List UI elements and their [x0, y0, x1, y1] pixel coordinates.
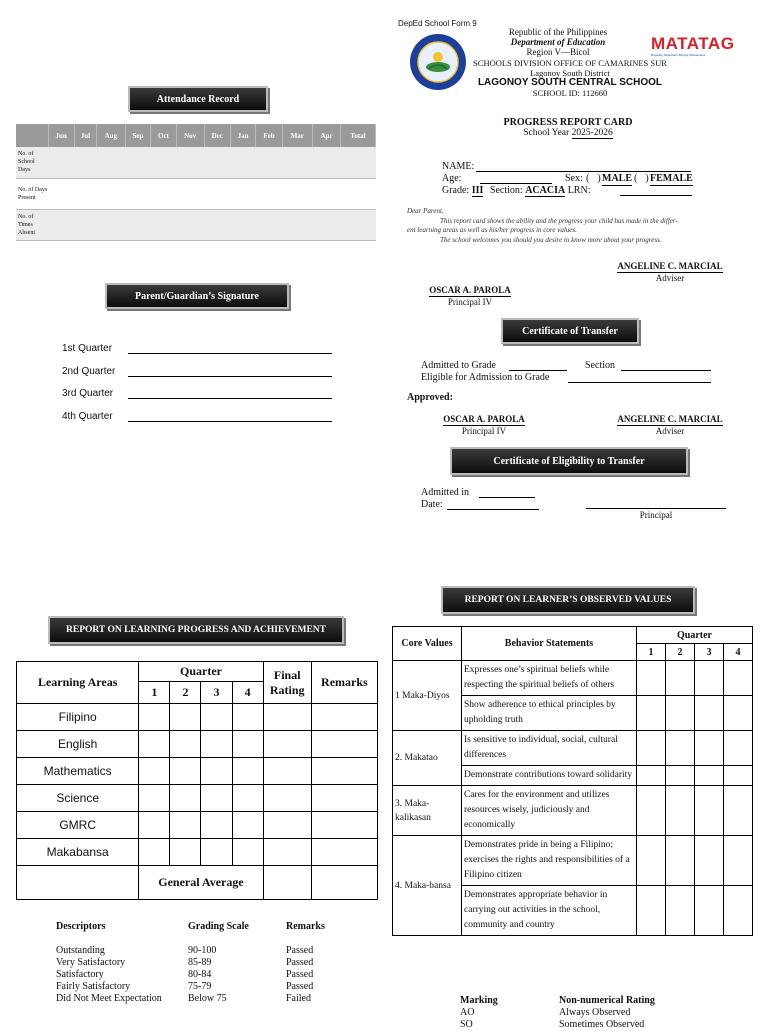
grade-cell[interactable] [263, 731, 311, 758]
descriptor-cell: Outstanding [56, 945, 105, 956]
sex-label: Sex: [565, 173, 583, 184]
attendance-cell[interactable] [151, 178, 176, 209]
grade-cell[interactable] [232, 704, 263, 731]
letter-adviser-title: Adviser [655, 273, 685, 283]
learning-row [17, 731, 378, 758]
attendance-cell[interactable] [230, 209, 255, 240]
signature-title: Parent/Guardian’s Signature [105, 283, 289, 309]
general-average-blank [17, 866, 139, 900]
transfer-principal-name: OSCAR A. PAROLA [443, 414, 525, 424]
age-label: Age: [442, 173, 462, 184]
attendance-cell[interactable] [282, 147, 312, 178]
grade-cell[interactable] [232, 839, 263, 866]
grade-value: III [471, 185, 484, 196]
month-header: Feb [256, 124, 282, 147]
learning-area: Mathematics [17, 758, 139, 785]
values-cell[interactable] [666, 766, 695, 786]
values-cell[interactable] [637, 766, 666, 786]
transfer-admitted-field[interactable] [509, 370, 567, 371]
grade-cell[interactable] [201, 731, 232, 758]
learning-table [16, 661, 378, 900]
seal-icon [409, 33, 467, 91]
matatag-logo [651, 34, 743, 57]
learning-row [17, 812, 378, 839]
month-header: Total [340, 124, 375, 147]
behavior-header: Behavior Statements [462, 627, 637, 661]
values-cell[interactable] [724, 731, 753, 766]
values-cell[interactable] [666, 696, 695, 731]
month-header: Jun [48, 124, 74, 147]
descriptor-cell: Fairly Satisfactory [56, 981, 131, 992]
school-name: LAGONOY SOUTH CENTRAL SCHOOL [477, 77, 663, 88]
grade-cell[interactable] [201, 704, 232, 731]
attendance-corner [16, 124, 48, 147]
transfer-admitted-label: Admitted to Grade [421, 360, 496, 371]
signature-line[interactable] [128, 421, 332, 422]
grade-cell[interactable] [139, 785, 170, 812]
attendance-cell[interactable] [204, 178, 230, 209]
values-cell[interactable] [695, 731, 724, 766]
division: SCHOOLS DIVISION OFFICE OF CAMARINES SUR [473, 58, 667, 68]
marking-code: SO [460, 1019, 473, 1030]
student-info: NAME: Age: Sex: ( ) MALE ( ) FEMALE Grade: III Section: ACACIA LRN: [442, 161, 693, 196]
learning-row [17, 785, 378, 812]
grade-cell[interactable] [170, 731, 201, 758]
learning-area: Filipino [17, 704, 139, 731]
eligibility-admitted-label: Admitted in [421, 487, 470, 498]
month-header: Apr [313, 124, 341, 147]
values-quarter-header: Quarter [637, 627, 753, 644]
behavior-statement: Demonstrates pride in being a Filipino; exercises the rights and responsibilities of a Filipino citizen [462, 836, 637, 886]
section-value: ACACIA [525, 185, 566, 196]
grade-cell[interactable] [201, 839, 232, 866]
grade-cell[interactable] [263, 839, 311, 866]
attendance-cell[interactable] [125, 147, 150, 178]
school-seal [409, 33, 467, 91]
values-cell[interactable] [666, 886, 695, 936]
grade-cell[interactable] [311, 704, 377, 731]
learning-area: Science [17, 785, 139, 812]
attendance-cell[interactable] [48, 147, 74, 178]
attendance-cell[interactable] [176, 178, 204, 209]
eligibility-date-field[interactable] [447, 509, 539, 510]
signature-quarter-label: 1st Quarter [62, 343, 113, 354]
learning-row [17, 758, 378, 785]
attendance-cell[interactable] [151, 209, 176, 240]
grade-cell[interactable] [232, 731, 263, 758]
attendance-cell[interactable] [96, 178, 125, 209]
learning-area: GMRC [17, 812, 139, 839]
grade-cell[interactable] [201, 785, 232, 812]
grade-cell[interactable] [170, 704, 201, 731]
grade-cell[interactable] [263, 758, 311, 785]
values-cell[interactable] [695, 886, 724, 936]
age-field[interactable] [480, 183, 552, 184]
core-value: 1 Maka-Diyos [393, 661, 462, 731]
attendance-cell[interactable] [204, 209, 230, 240]
values-title: REPORT ON LEARNER’S OBSERVED VALUES [441, 586, 695, 614]
attendance-cell[interactable] [176, 209, 204, 240]
school-year: 2025-2026 [571, 128, 613, 138]
attendance-cell[interactable] [313, 147, 341, 178]
letter-body2: ent learning areas as well as his/her progress in core values. [407, 226, 577, 234]
values-cell[interactable] [637, 696, 666, 731]
attendance-row [16, 209, 376, 240]
letter-greeting: Dear Parent, [407, 207, 444, 215]
grade-cell[interactable] [311, 758, 377, 785]
grade-cell[interactable] [232, 758, 263, 785]
behavior-statement: Cares for the environment and utilizes resources wisely, judiciously and economically [462, 786, 637, 836]
grade-cell[interactable] [263, 812, 311, 839]
transfer-section-label: Section [585, 360, 615, 371]
learning-final-header: Final Rating [263, 662, 311, 704]
learning-quarter-number: 2 [170, 682, 201, 704]
learning-quarter-number: 3 [201, 682, 232, 704]
letter-body1: This report card shows the ability and the progress your child has made in the differ- [440, 216, 678, 225]
letter-principal-title: Principal IV [447, 297, 493, 307]
values-cell[interactable] [637, 886, 666, 936]
transfer-eligible-label: Eligible for Admission to Grade [421, 372, 550, 383]
values-cell[interactable] [724, 886, 753, 936]
descriptor-header: Descriptors [56, 921, 106, 932]
eligibility-date-label: Date: [421, 499, 443, 510]
grade-cell[interactable] [201, 812, 232, 839]
grade-cell[interactable] [170, 785, 201, 812]
values-cell[interactable] [695, 661, 724, 696]
attendance-row [16, 147, 376, 178]
grade-label: Grade: [442, 185, 470, 196]
descriptor-cell: Passed [286, 945, 314, 956]
grade-cell[interactable] [311, 812, 377, 839]
descriptor-header: Grading Scale [188, 921, 249, 932]
attendance-cell[interactable] [204, 147, 230, 178]
eligibility-principal: Principal [639, 510, 673, 520]
attendance-cell[interactable] [340, 147, 375, 178]
republic: Republic of the Philippines [508, 27, 608, 37]
transfer-eligible-field[interactable] [568, 382, 711, 383]
month-header: Mar [282, 124, 312, 147]
section-label: Section: [489, 185, 523, 196]
attendance-cell[interactable] [74, 209, 96, 240]
month-header: Jan [230, 124, 255, 147]
department: Department of Education [510, 37, 606, 47]
learning-area: English [17, 731, 139, 758]
behavior-statement: Demonstrate contributions toward solidarity [462, 766, 637, 786]
learning-row [17, 704, 378, 731]
attendance-cell[interactable] [48, 178, 74, 209]
signature-quarter-label: 2nd Quarter [62, 365, 116, 377]
form-label: DepEd School Form 9 [398, 19, 477, 28]
report-title: PROGRESS REPORT CARD [503, 117, 633, 128]
male-option[interactable]: MALE [602, 173, 632, 184]
values-quarter-number: 4 [724, 644, 753, 661]
learning-row [17, 839, 378, 866]
month-header: Jul [74, 124, 96, 147]
letter-adviser-name: ANGELINE C. MARCIAL [617, 261, 723, 271]
attendance-cell[interactable] [96, 209, 125, 240]
attendance-row-label: No. of School Days [16, 147, 48, 178]
behavior-statement: Expresses one’s spiritual beliefs while respecting the spiritual beliefs of others [462, 661, 637, 696]
values-cell[interactable] [637, 661, 666, 696]
descriptor-cell: Passed [286, 957, 314, 968]
transfer-section-field[interactable] [621, 370, 711, 371]
attendance-cell[interactable] [256, 147, 282, 178]
descriptor-header: Remarks [286, 921, 325, 932]
grade-cell[interactable] [139, 704, 170, 731]
values-cell[interactable] [637, 786, 666, 836]
core-value: 3. Maka-kalikasan [393, 786, 462, 836]
eligibility-title: Certificate of Eligibility to Transfer [450, 447, 688, 475]
values-row [393, 786, 753, 836]
behavior-statement: Show adherence to ethical principles by upholding truth [462, 696, 637, 731]
grade-cell[interactable] [232, 812, 263, 839]
attendance-cell[interactable] [340, 209, 375, 240]
transfer-adviser-title: Adviser [655, 426, 685, 436]
values-cell[interactable] [724, 696, 753, 731]
attendance-cell[interactable] [340, 178, 375, 209]
attendance-cell[interactable] [230, 147, 255, 178]
values-cell[interactable] [724, 836, 753, 886]
attendance-row [16, 178, 376, 209]
descriptor-cell: Passed [286, 969, 314, 980]
region: Region V—Bicol [526, 47, 590, 57]
values-cell[interactable] [695, 766, 724, 786]
general-average-remarks[interactable] [311, 866, 377, 900]
attendance-cell[interactable] [48, 209, 74, 240]
parent-letter [407, 207, 737, 245]
attendance-cell[interactable] [176, 147, 204, 178]
learning-quarter-number: 4 [232, 682, 263, 704]
descriptor-cell: Very Satisfactory [56, 957, 126, 968]
attendance-cell[interactable] [282, 178, 312, 209]
learning-areas-header: Learning Areas [17, 662, 139, 704]
descriptor-cell: Did Not Meet Expectation [56, 993, 162, 1004]
signature-quarter-label: 4th Quarter [62, 410, 113, 422]
descriptor-cell: Below 75 [188, 993, 227, 1004]
transfer-fields [421, 360, 721, 384]
attendance-cell[interactable] [282, 209, 312, 240]
grade-cell[interactable] [139, 812, 170, 839]
name-field[interactable] [476, 171, 691, 172]
descriptor-cell: Passed [286, 981, 314, 992]
grade-cell[interactable] [311, 785, 377, 812]
attendance-cell[interactable] [256, 178, 282, 209]
values-cell[interactable] [637, 731, 666, 766]
marking-code: AO [460, 1007, 475, 1018]
values-cell[interactable] [666, 836, 695, 886]
grade-cell[interactable] [263, 704, 311, 731]
grade-cell[interactable] [263, 785, 311, 812]
core-value: 2. Makatao [393, 731, 462, 786]
matatag-tagline: Bansang Makabata Batang Makabansa [651, 53, 706, 57]
values-cell[interactable] [666, 661, 695, 696]
rating-header: Non-numerical Rating [559, 995, 655, 1006]
core-value: 4. Maka-bansa [393, 836, 462, 936]
marking-header: Marking [460, 995, 498, 1006]
values-cell[interactable] [666, 786, 695, 836]
grade-cell[interactable] [139, 731, 170, 758]
grade-cell[interactable] [139, 758, 170, 785]
lrn-label: LRN: [567, 185, 591, 196]
behavior-statement: Is sensitive to individual, social, cultural differences [462, 731, 637, 766]
descriptor-cell: 90-100 [188, 945, 217, 956]
signature-quarter-label: 3rd Quarter [62, 388, 114, 399]
core-values-header: Core Values [393, 627, 462, 661]
grade-cell[interactable] [170, 839, 201, 866]
attendance-table [16, 124, 376, 241]
attendance-cell[interactable] [313, 178, 341, 209]
transfer-principal-title: Principal IV [461, 426, 507, 436]
marking-rating: Sometimes Observed [559, 1019, 645, 1030]
female-option[interactable]: FEMALE [650, 173, 693, 184]
eligibility-admitted-field[interactable] [479, 497, 535, 498]
general-average-label: General Average [139, 866, 263, 900]
values-cell[interactable] [666, 731, 695, 766]
values-quarter-number: 2 [666, 644, 695, 661]
attendance-row-label: No. of Days Present [16, 178, 48, 209]
general-average-final[interactable] [263, 866, 311, 900]
values-cell[interactable] [637, 836, 666, 886]
month-header: Oct [151, 124, 176, 147]
values-row [393, 731, 753, 766]
signature-line[interactable] [128, 398, 332, 399]
values-cell[interactable] [724, 786, 753, 836]
month-header: Aug [96, 124, 125, 147]
learning-area: Makabansa [17, 839, 139, 866]
values-table [392, 626, 753, 936]
letter-body3: The school welcomes you should you desire to know more about your progress. [440, 235, 662, 244]
grade-cell[interactable] [201, 758, 232, 785]
general-average-row [17, 866, 378, 900]
lrn-field[interactable] [620, 195, 692, 196]
attendance-row-label: No. of Times Absent [16, 209, 48, 240]
learning-quarter-number: 1 [139, 682, 170, 704]
grade-cell[interactable] [232, 785, 263, 812]
attendance-cell[interactable] [151, 147, 176, 178]
month-header: Nov [176, 124, 204, 147]
descriptor-cell: Satisfactory [56, 969, 104, 980]
descriptor-cell: 85-89 [188, 957, 212, 968]
values-quarter-number: 3 [695, 644, 724, 661]
attendance-cell[interactable] [96, 147, 125, 178]
values-cell[interactable] [724, 766, 753, 786]
month-header: Sep [125, 124, 150, 147]
attendance-cell[interactable] [313, 209, 341, 240]
school-id: SCHOOL ID: 112660 [532, 88, 608, 98]
attendance-cell[interactable] [230, 178, 255, 209]
learning-title: REPORT ON LEARNING PROGRESS AND ACHIEVEMENT [48, 616, 344, 644]
transfer-approved: Approved: [407, 392, 453, 403]
descriptor-cell: 75-79 [188, 981, 212, 992]
attendance-cell[interactable] [74, 147, 96, 178]
attendance-cell[interactable] [125, 209, 150, 240]
school-year-label: School Year [523, 128, 570, 138]
transfer-title: Certificate of Transfer [501, 318, 639, 344]
marking-rating: Always Observed [559, 1007, 631, 1018]
grade-cell[interactable] [311, 731, 377, 758]
transfer-adviser-name: ANGELINE C. MARCIAL [617, 414, 723, 424]
values-cell[interactable] [695, 836, 724, 886]
grade-cell[interactable] [139, 839, 170, 866]
values-row [393, 836, 753, 886]
values-row [393, 661, 753, 696]
grade-cell[interactable] [311, 839, 377, 866]
behavior-statement: Demonstrates appropriate behavior in carrying out activities in the school, community and country [462, 886, 637, 936]
learning-remarks-header: Remarks [311, 662, 377, 704]
eligibility-signature-line[interactable] [586, 508, 726, 509]
values-cell[interactable] [724, 661, 753, 696]
descriptor-cell: Failed [286, 993, 311, 1004]
descriptor-cell: 80-84 [188, 969, 212, 980]
values-quarter-number: 1 [637, 644, 666, 661]
month-header: Dec [204, 124, 230, 147]
values-cell[interactable] [695, 696, 724, 731]
signature-line[interactable] [128, 376, 332, 377]
attendance-cell[interactable] [256, 209, 282, 240]
name-label: NAME: [442, 161, 475, 172]
matatag-wordmark: MATATAG [651, 34, 735, 53]
letter-principal-name: OSCAR A. PAROLA [429, 285, 511, 295]
attendance-cell[interactable] [74, 178, 96, 209]
learning-quarter-header: Quarter [139, 662, 263, 682]
attendance-cell[interactable] [125, 178, 150, 209]
district: Lagonoy South District [530, 68, 610, 78]
values-cell[interactable] [695, 786, 724, 836]
grade-cell[interactable] [170, 758, 201, 785]
attendance-title: Attendance Record [128, 86, 268, 112]
grade-cell[interactable] [170, 812, 201, 839]
signature-line[interactable] [128, 353, 332, 354]
